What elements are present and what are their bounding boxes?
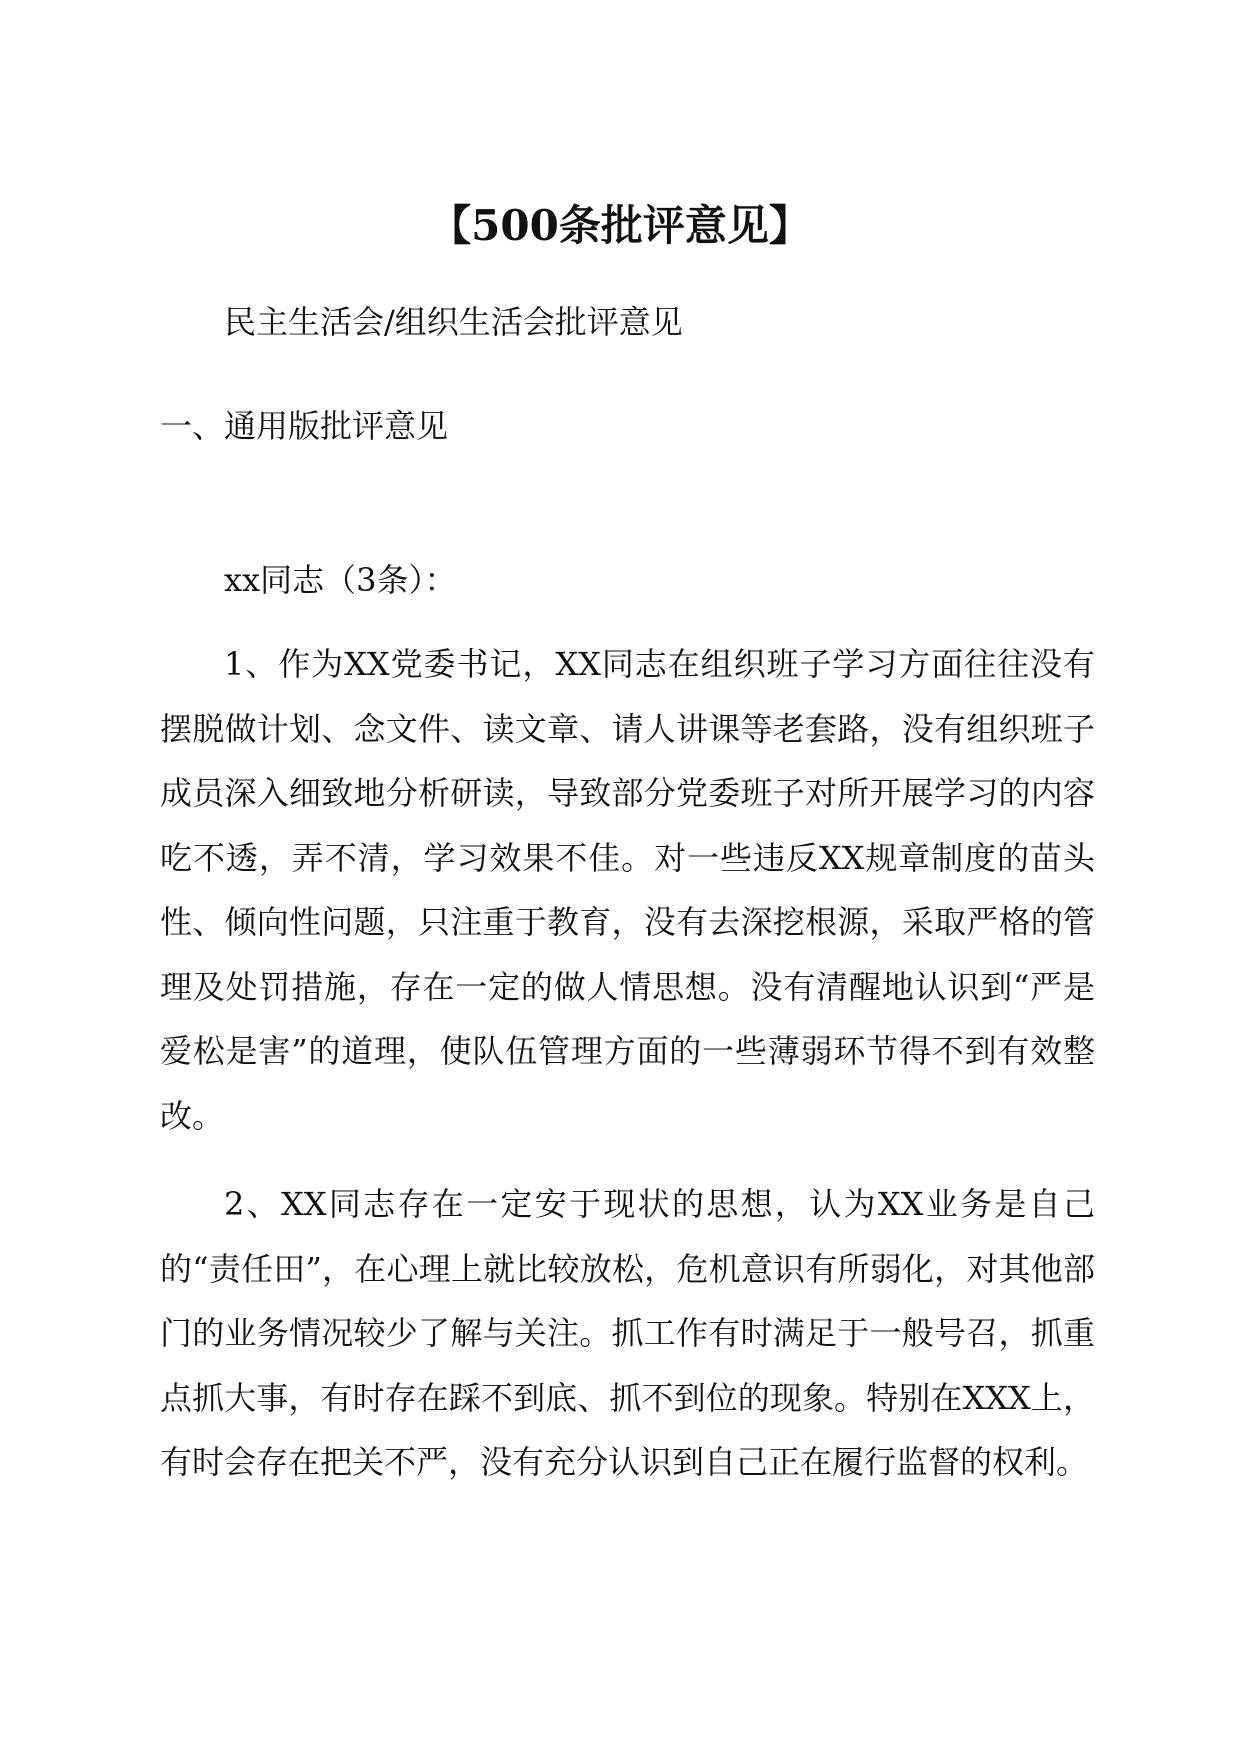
document-subtitle: 民主生活会/组织生活会批评意见	[224, 303, 683, 341]
paragraph-1: 1、作为XX党委书记，XX同志在组织班子学习方面往往没有摆脱做计划、念文件、读文章、请人讲课等老套路，没有组织班子成员深入细致地分析研读，导致部分党委班子对所开展学习的内容吃不透，弄不清，学习效果不佳。对一些违反XX规章制度的苗头性、倾向性问题，只注重于教育，没有去深挖根源，采取严格的管理及处罚措施，存在一定的做人情思想。没有清醒地认识到“严是爱松是害”的道理，使队伍管理方面的一些薄弱环节得不到有效整改。	[160, 645, 1095, 1135]
person-heading: xx同志（3条）：	[224, 561, 457, 599]
section-heading: 一、通用版批评意见	[160, 407, 449, 445]
paragraph-2: 2、XX同志存在一定安于现状的思想，认为XX业务是自己的“责任田”，在心理上就比较放松，危机意识有所弱化，对其他部门的业务情况较少了解与关注。抓工作有时满足于一般号召，抓重点抓大事，有时存在踩不到底、抓不到位的现象。特别在XXX上，有时会存在把关不严，没有充分认识到自己正在履行监督的权利。	[160, 1185, 1095, 1481]
document-title: 【500条批评意见】	[429, 201, 811, 250]
